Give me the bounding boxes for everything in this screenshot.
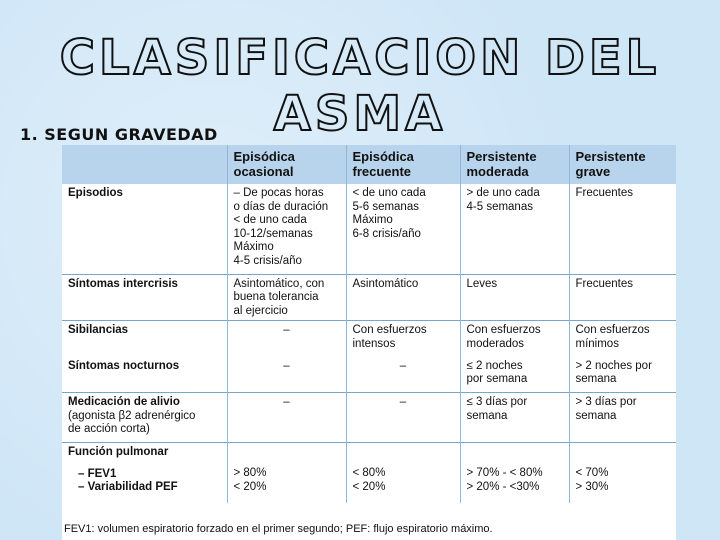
cell-line: Asintomático, con [233,277,325,290]
cell-line: semana [575,409,617,422]
table-cell [460,321,569,357]
table-cell [460,184,569,274]
table-cell [460,357,569,393]
table-footnote: FEV1: volumen espiratorio forzado en el primer segundo; PEF: flujo espiratorio máximo. [64,523,493,535]
cell-line: < de uno cada [233,214,307,226]
cell-line: al ejercicio [233,304,288,317]
cell-line: 10-12/semanas [233,227,313,240]
table-cell [460,443,569,503]
table-cell [569,321,676,357]
row-label-text: Medicación de alivio [68,396,180,408]
cell-line: Frecuentes [575,187,634,199]
cell-line: ≤ 3 días por [466,396,528,408]
cell-line: – [399,359,407,372]
table-row [62,443,676,503]
table-row [62,393,676,443]
table-cell [460,274,569,321]
table-cell [346,443,460,503]
table-row [62,357,676,393]
cell-line: > de uno cada [466,187,540,199]
cell-line: 4-5 semanas [466,200,533,213]
cell-line: < 80% [352,467,386,479]
cell-line: – [283,396,290,408]
cell-line: semana [466,409,508,422]
cell-line: semana [575,373,617,385]
row-label-note [68,410,221,437]
cell-line: Con esfuerzos [352,324,427,336]
table-cell [346,357,460,393]
cell-line: – [399,396,407,408]
table-cell [346,321,460,357]
cell-line: 4-5 crisis/año [233,254,302,267]
table-cell [227,321,346,357]
table-cell [227,357,346,393]
table-row [62,184,676,274]
cell-line: 5-6 semanas [352,200,419,213]
cell-line: buena tolerancia [233,291,319,303]
cell-line: – [283,359,290,372]
header-empty [62,145,227,184]
row-label: Episodios [68,187,123,199]
cell-line: < 70% [575,467,609,479]
table-cell [460,393,569,443]
cell-line: Máximo [233,241,274,253]
cell-line: > 3 días por [575,396,637,408]
cell-line: de acción corta) [68,423,150,435]
cell-line: Con esfuerzos [466,324,541,336]
table-cell [569,443,676,503]
row-sublabel-pef: – Variabilidad PEF [78,481,178,493]
row-label: Sibilancias [62,321,227,357]
table-cell [227,393,346,443]
table-cell [569,184,676,274]
header-episodica-frecuente: Episódica frecuente [346,145,460,184]
slide-title: CLASIFICACION DEL ASMA [59,30,661,142]
cell-line: Máximo [352,214,393,226]
cell-line: > 20% - <30% [466,480,540,493]
cell-line: por semana [466,373,528,385]
header-persistente-moderada: Persistente moderada [460,145,569,184]
cell-line: 6-8 crisis/año [352,227,421,240]
row-label [62,443,227,503]
row-label: Síntomas nocturnos [68,359,180,372]
cell-line: (agonista β2 adrenérgico [68,409,196,422]
cell-line: < de uno cada [352,187,426,199]
header-episodica-ocasional: Episódica ocasional [227,145,346,184]
cell-line: Asintomático [352,277,419,290]
table-row [62,321,676,357]
header-persistente-grave: Persistente grave [569,145,676,184]
table-cell [227,274,346,321]
cell-line: > 2 noches por [575,359,652,372]
table-cell [569,274,676,321]
row-label [62,393,227,443]
cell-line: o días de duración [233,200,329,213]
asthma-severity-table [62,145,676,503]
cell-line: Frecuentes [575,277,634,290]
row-label: Síntomas intercrisis [62,274,227,321]
table-cell [227,443,346,503]
cell-line: – [283,324,290,336]
cell-line: > 30% [575,480,609,493]
table-cell [346,274,460,321]
cell-line: moderados [466,337,525,350]
table-cell [569,357,676,393]
cell-line: mínimos [575,337,619,350]
row-sublabel-fev1: – FEV1 [78,467,117,480]
cell-line: < 20% [352,480,386,493]
cell-line: > 70% - < 80% [466,467,543,479]
cell-line: < 20% [233,480,267,493]
classification-table-panel [62,145,676,540]
table-cell [227,184,346,274]
table-cell [346,184,460,274]
table-cell [346,393,460,443]
cell-line: intensos [352,337,396,350]
cell-line: – De pocas horas [233,187,324,199]
section-subtitle: 1. SEGUN GRAVEDAD [20,125,218,144]
table-cell [569,393,676,443]
cell-line: Con esfuerzos [575,324,650,336]
cell-line: ≤ 2 noches [466,359,523,372]
cell-line: > 80% [233,467,267,479]
table-header-row [62,145,676,184]
row-label-text: Función pulmonar [68,446,169,458]
table-row [62,274,676,321]
cell-line: Leves [466,277,498,290]
